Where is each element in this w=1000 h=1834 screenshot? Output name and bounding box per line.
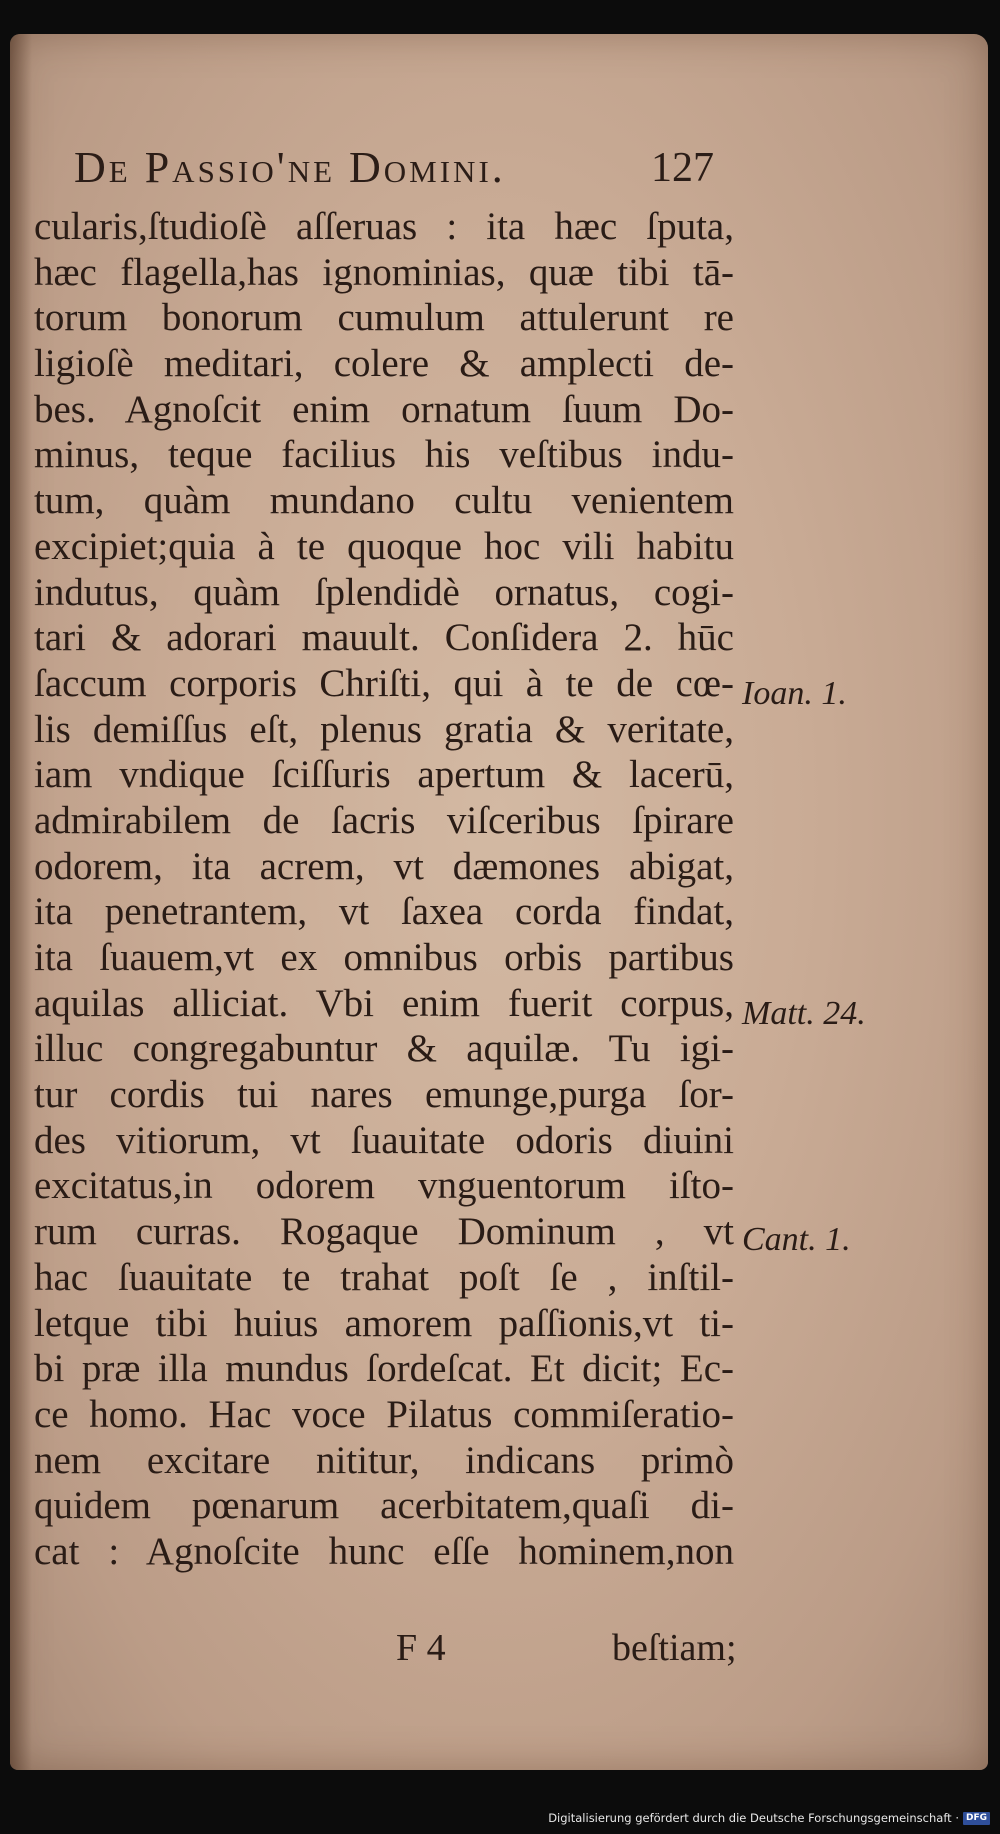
text-line: quidem pœnarum acerbitatem,quaſi di- xyxy=(34,1484,734,1528)
text-line: tur cordis tui nares emunge,purga ſor- xyxy=(34,1073,734,1117)
text-line: ita penetrantem, vt ſaxea corda findat, xyxy=(34,890,734,934)
running-title: De Passio'ne Domini. xyxy=(74,143,506,192)
text-line: iam vndique ſciſſuris apertum & lacerū, xyxy=(34,753,734,797)
text-line: rum curras. Rogaque Dominum , vt xyxy=(34,1210,734,1254)
text-line: aquilas alliciat. Vbi enim fuerit corpus, xyxy=(34,981,734,1025)
text-line: hæc flagella,has ignominias, quæ tibi tā- xyxy=(34,250,734,294)
text-line: indutus, quàm ſplendidè ornatus, cogi- xyxy=(34,570,734,614)
page-foot xyxy=(10,1626,770,1674)
text-line: ce homo. Hac voce Pilatus commiſeratio- xyxy=(34,1392,734,1436)
text-line: torum bonorum cumulum attulerunt re xyxy=(34,296,734,340)
text-line: illuc congregabuntur & aquilæ. Tu igi- xyxy=(34,1027,734,1071)
text-line: tari & adorari mauult. Conſidera 2. hūc xyxy=(34,616,734,660)
running-head xyxy=(74,138,714,198)
credit-text: Digitalisierung gefördert durch die Deutsche Forschungsgemeinschaft · xyxy=(548,1811,959,1825)
text-line: minus, teque facilius his veſtibus indu- xyxy=(34,433,734,477)
text-line: bes. Agnoſcit enim ornatum ſuum Do- xyxy=(34,387,734,431)
margin-note-joan: Ioan. 1. xyxy=(742,675,847,712)
main-text xyxy=(34,204,734,1674)
text-line: nem excitare nititur, indicans primò xyxy=(34,1438,734,1482)
text-line: letque tibi huius amorem paſſionis,vt ti- xyxy=(34,1301,734,1345)
text-line: des vitiorum, vt ſuauitate odoris diuini xyxy=(34,1118,734,1162)
book-page xyxy=(10,34,988,1770)
text-line: admirabilem de ſacris viſceribus ſpirare xyxy=(34,798,734,842)
text-line: odorem, ita acrem, vt dæmones abigat, xyxy=(34,844,734,888)
page-gutter-shadow xyxy=(10,34,32,1770)
text-line: cularis,ſtudioſè aſſeruas : ita hæc ſputa, xyxy=(34,205,734,248)
text-line: tum, quàm mundano cultu venientem xyxy=(34,479,734,523)
digitization-credit xyxy=(548,1808,990,1828)
page-number: 127 xyxy=(651,145,714,191)
dfg-logo: DFG xyxy=(963,1812,990,1825)
margin-note-matt: Matt. 24. xyxy=(742,995,866,1032)
text-line: ligioſè meditari, colere & amplecti de- xyxy=(34,342,734,386)
text-line: bi præ illa mundus ſordeſcat. Et dicit; Ec- xyxy=(34,1347,734,1391)
text-line: lis demiſſus eſt, plenus gratia & veritate, xyxy=(34,707,734,751)
signature-mark: F 4 xyxy=(396,1627,446,1669)
catchword: beſtiam; xyxy=(612,1627,737,1669)
margin-note-cant: Cant. 1. xyxy=(742,1221,851,1258)
text-line: cat : Agnoſcite hunc eſſe hominem,non xyxy=(34,1529,734,1573)
text-line: ſaccum corporis Chriſti, qui à te de cœ- xyxy=(34,661,734,705)
text-line: excitatus,in odorem vnguentorum iſto- xyxy=(34,1164,734,1208)
text-line: ita ſuauem,vt ex omnibus orbis partibus xyxy=(34,936,734,979)
text-line: hac ſuauitate te trahat poſt ſe , inſtil- xyxy=(34,1255,734,1299)
text-line: excipiet;quia à te quoque hoc vili habitu xyxy=(34,524,734,568)
